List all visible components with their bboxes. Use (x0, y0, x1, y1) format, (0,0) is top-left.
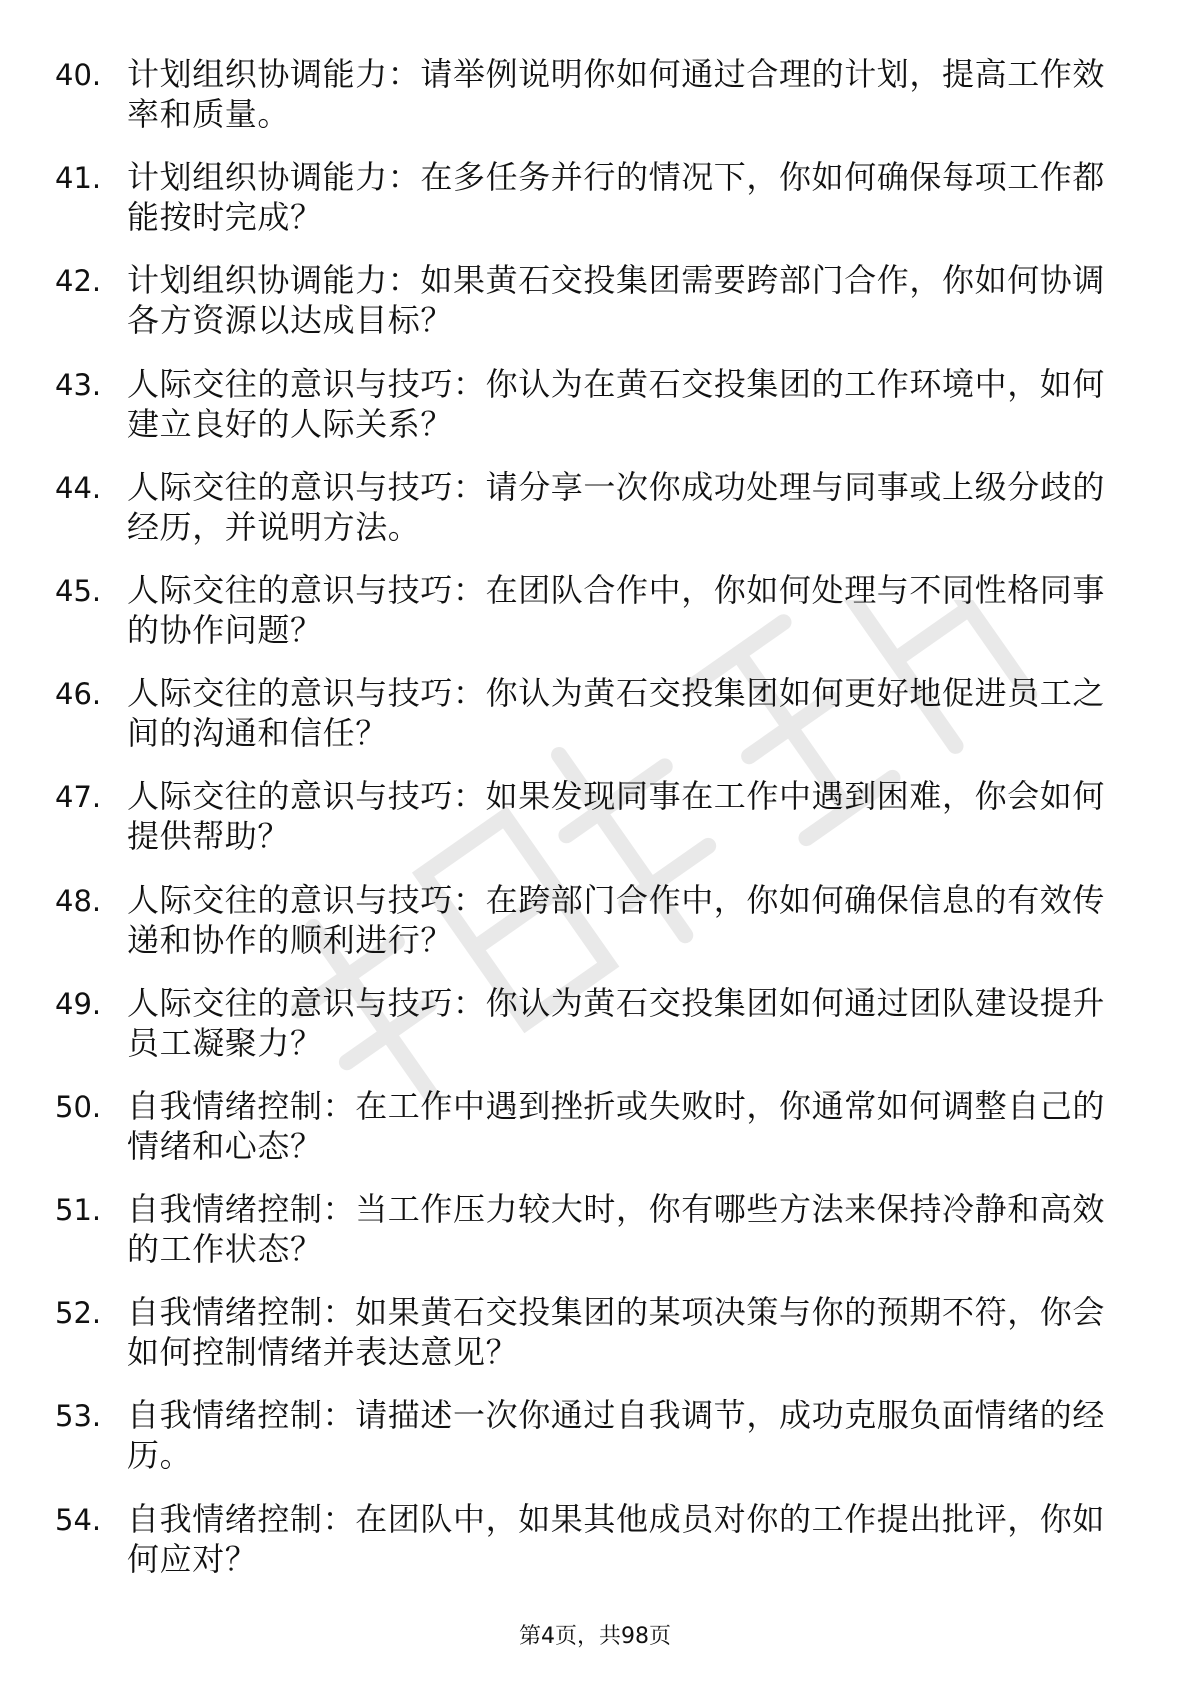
question-number: 41. (55, 161, 102, 196)
question-text: 人际交往的意识与技巧：在跨部门合作中，你如何确保信息的有效传递和协作的顺利进行？ (127, 880, 1106, 959)
question-number: 44. (55, 470, 102, 505)
question-number: 50. (55, 1089, 102, 1124)
page-footer: 第4页，共98页 (519, 1624, 671, 1649)
list-item (55, 1082, 1135, 1170)
list-item (55, 1495, 1135, 1583)
question-text: 人际交往的意识与技巧：你认为黄石交投集团如何更好地促进员工之间的沟通和信任？ (127, 674, 1106, 753)
question-text: 人际交往的意识与技巧：如果发现同事在工作中遇到困难，你会如何提供帮助？ (127, 777, 1106, 856)
question-number: 48. (55, 883, 102, 918)
question-text: 人际交往的意识与技巧：你认为在黄石交投集团的工作环境中，如何建立良好的人际关系？ (127, 364, 1106, 443)
list-item (55, 50, 1135, 138)
list-item (55, 979, 1135, 1067)
list-item (55, 360, 1135, 448)
question-text: 计划组织协调能力：如果黄石交投集团需要跨部门合作，你如何协调各方资源以达成目标？ (127, 261, 1106, 340)
question-number: 42. (55, 264, 102, 299)
question-number: 51. (55, 1193, 102, 1228)
list-item (55, 1391, 1135, 1479)
question-number: 54. (55, 1502, 102, 1537)
question-text: 自我情绪控制：在工作中遇到挫折或失败时，你通常如何调整自己的情绪和心态？ (127, 1086, 1106, 1165)
list-item (55, 1185, 1135, 1273)
question-text: 人际交往的意识与技巧：你认为黄石交投集团如何通过团队建设提升员工凝聚力？ (127, 983, 1106, 1062)
question-text: 自我情绪控制：当工作压力较大时，你有哪些方法来保持冷静和高效的工作状态？ (127, 1190, 1106, 1269)
list-item (55, 256, 1135, 344)
question-number: 43. (55, 367, 102, 402)
list-item (55, 669, 1135, 757)
question-text: 自我情绪控制：在团队中，如果其他成员对你的工作提出批评，你如何应对？ (127, 1499, 1106, 1578)
list-item (55, 772, 1135, 860)
question-text: 计划组织协调能力：请举例说明你如何通过合理的计划，提高工作效率和质量。 (127, 55, 1106, 133)
question-text: 计划组织协调能力：在多任务并行的情况下，你如何确保每项工作都能按时完成？ (127, 158, 1106, 237)
question-number: 49. (55, 986, 102, 1021)
question-list (55, 50, 1135, 1598)
question-number: 53. (55, 1399, 102, 1434)
question-number: 46. (55, 677, 102, 712)
list-item (55, 153, 1135, 241)
question-number: 52. (55, 1296, 102, 1331)
list-item (55, 463, 1135, 551)
question-text: 人际交往的意识与技巧：在团队合作中，你如何处理与不同性格同事的协作问题？ (127, 570, 1106, 649)
question-text: 人际交往的意识与技巧：请分享一次你成功处理与同事或上级分歧的经历，并说明方法。 (127, 467, 1106, 546)
question-text: 自我情绪控制：请描述一次你通过自我调节，成功克服负面情绪的经历。 (127, 1396, 1106, 1475)
question-number: 40. (55, 58, 102, 92)
list-item (55, 1288, 1135, 1376)
question-number: 45. (55, 573, 102, 608)
question-text: 自我情绪控制：如果黄石交投集团的某项决策与你的预期不符，你会如何控制情绪并表达意见？ (127, 1293, 1106, 1372)
list-item (55, 566, 1135, 654)
list-item (55, 876, 1135, 964)
question-number: 47. (55, 780, 102, 815)
